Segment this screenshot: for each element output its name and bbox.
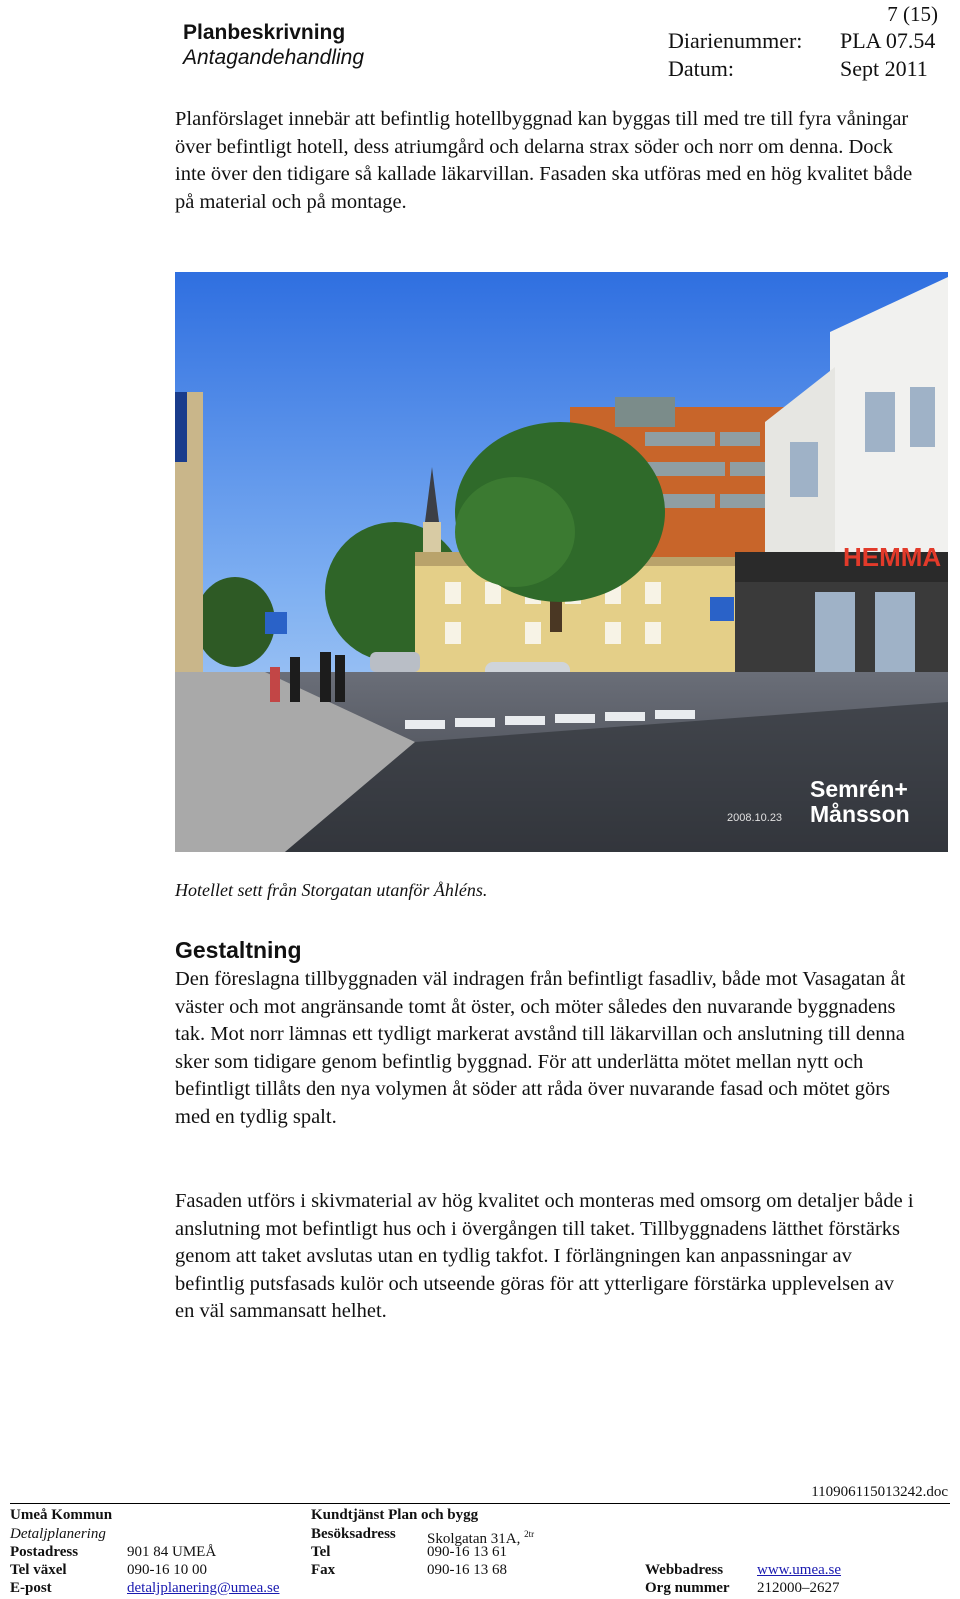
- gestaltning-paragraph-1: Den föreslagna tillbyggnaden väl indragen från befintligt fasadliv, både mot Vasagatan åt väster och mot angränsande tomt åt öster, och möter således den nuvarande byggnadens tak. Mot norr lämnas ett tydligt markerat avstånd till läkarvillan och anslutning till denna sker som tidigare genom befintlig byggnad. För att underlätta mötet mellan nytt och befintligt tillåts den nya volymen åt söder att råda över nuvarande fasad och mötet görs med en tydlig spalt.: [175, 968, 906, 1128]
- footer-email-link[interactable]: detaljplanering@umea.se: [127, 1580, 280, 1596]
- footer-fax-label: Fax: [311, 1562, 336, 1578]
- page-number: 7 (15): [887, 2, 938, 26]
- photo-watermark-line2: Månsson: [810, 801, 910, 827]
- footer-telvaxel-value: 090-16 10 00: [127, 1562, 207, 1578]
- footer-org: Umeå Kommun: [10, 1507, 113, 1523]
- footer-besok-label: Besöksadress: [311, 1526, 396, 1542]
- footer-besok-value: Skolgatan 31A,: [427, 1531, 521, 1547]
- document-filename: 110906115013242.doc: [811, 1484, 948, 1500]
- datum-value: Sept 2011: [840, 56, 928, 81]
- footer-webb-label: Webbadress: [645, 1562, 724, 1578]
- section-heading: Gestaltning: [175, 937, 302, 963]
- photo-date-stamp: 2008.10.23: [727, 812, 783, 824]
- footer-telvaxel-label: Tel växel: [10, 1562, 67, 1578]
- photo-caption: Hotellet sett från Storgatan utanför Åhléns.: [175, 880, 488, 900]
- footer-kundtjanst: Kundtjänst Plan och bygg: [311, 1507, 479, 1523]
- footer-besok-sup: 2tr: [524, 1529, 535, 1539]
- photo-watermark-line1: Semrén+: [810, 776, 908, 802]
- diarienummer-value: PLA 07.54: [840, 28, 936, 53]
- footer-postadress-value: 901 84 UMEÅ: [127, 1544, 217, 1560]
- footer-epost-label: E-post: [10, 1580, 52, 1596]
- datum-label: Datum:: [668, 56, 734, 81]
- footer-orgnr-value: 212000–2627: [757, 1580, 840, 1596]
- gestaltning-paragraph-2: Fasaden utförs i skivmaterial av hög kvalitet och monteras med omsorg om detaljer både i anslutning mot befintligt hus och i övergången till taket. Tillbyggnadens lätthet förstärks genom att taket avslutas utan en tydlig takfot. I förlängningen kan anpassningar av befintlig putsfasads kulör och utseende göras för att ytterligare förstärka upplevelsen av en väl sammansatt helhet.: [175, 1190, 914, 1323]
- footer-tel-value: 090-16 13 61: [427, 1544, 507, 1560]
- intro-paragraph: Planförslaget innebär att befintlig hotellbyggnad kan byggas till med tre till fyra våningar över befintligt hotell, dess atriumgård och delarna strax söder och norr om denna. Dock inte över den tidigare så kallade läkarvillan. Fasaden ska utföras med en hög kvalitet både på material och på montage.: [175, 108, 913, 213]
- footer-orgnr-label: Org nummer: [645, 1580, 730, 1596]
- diarienummer-label: Diarienummer:: [668, 28, 803, 53]
- footer-postadress-label: Postadress: [10, 1544, 79, 1560]
- footer-website-link[interactable]: www.umea.se: [757, 1562, 842, 1578]
- hotel-photo: [175, 272, 948, 852]
- photo-sign-text: HEMMA: [843, 542, 942, 572]
- footer-dept: Detaljplanering: [10, 1526, 106, 1542]
- footer-divider: [10, 1503, 950, 1504]
- document-status: Antagandehandling: [183, 46, 365, 69]
- footer-tel-label: Tel: [311, 1544, 331, 1560]
- footer-fax-value: 090-16 13 68: [427, 1562, 507, 1578]
- document-type: Planbeskrivning: [183, 21, 346, 44]
